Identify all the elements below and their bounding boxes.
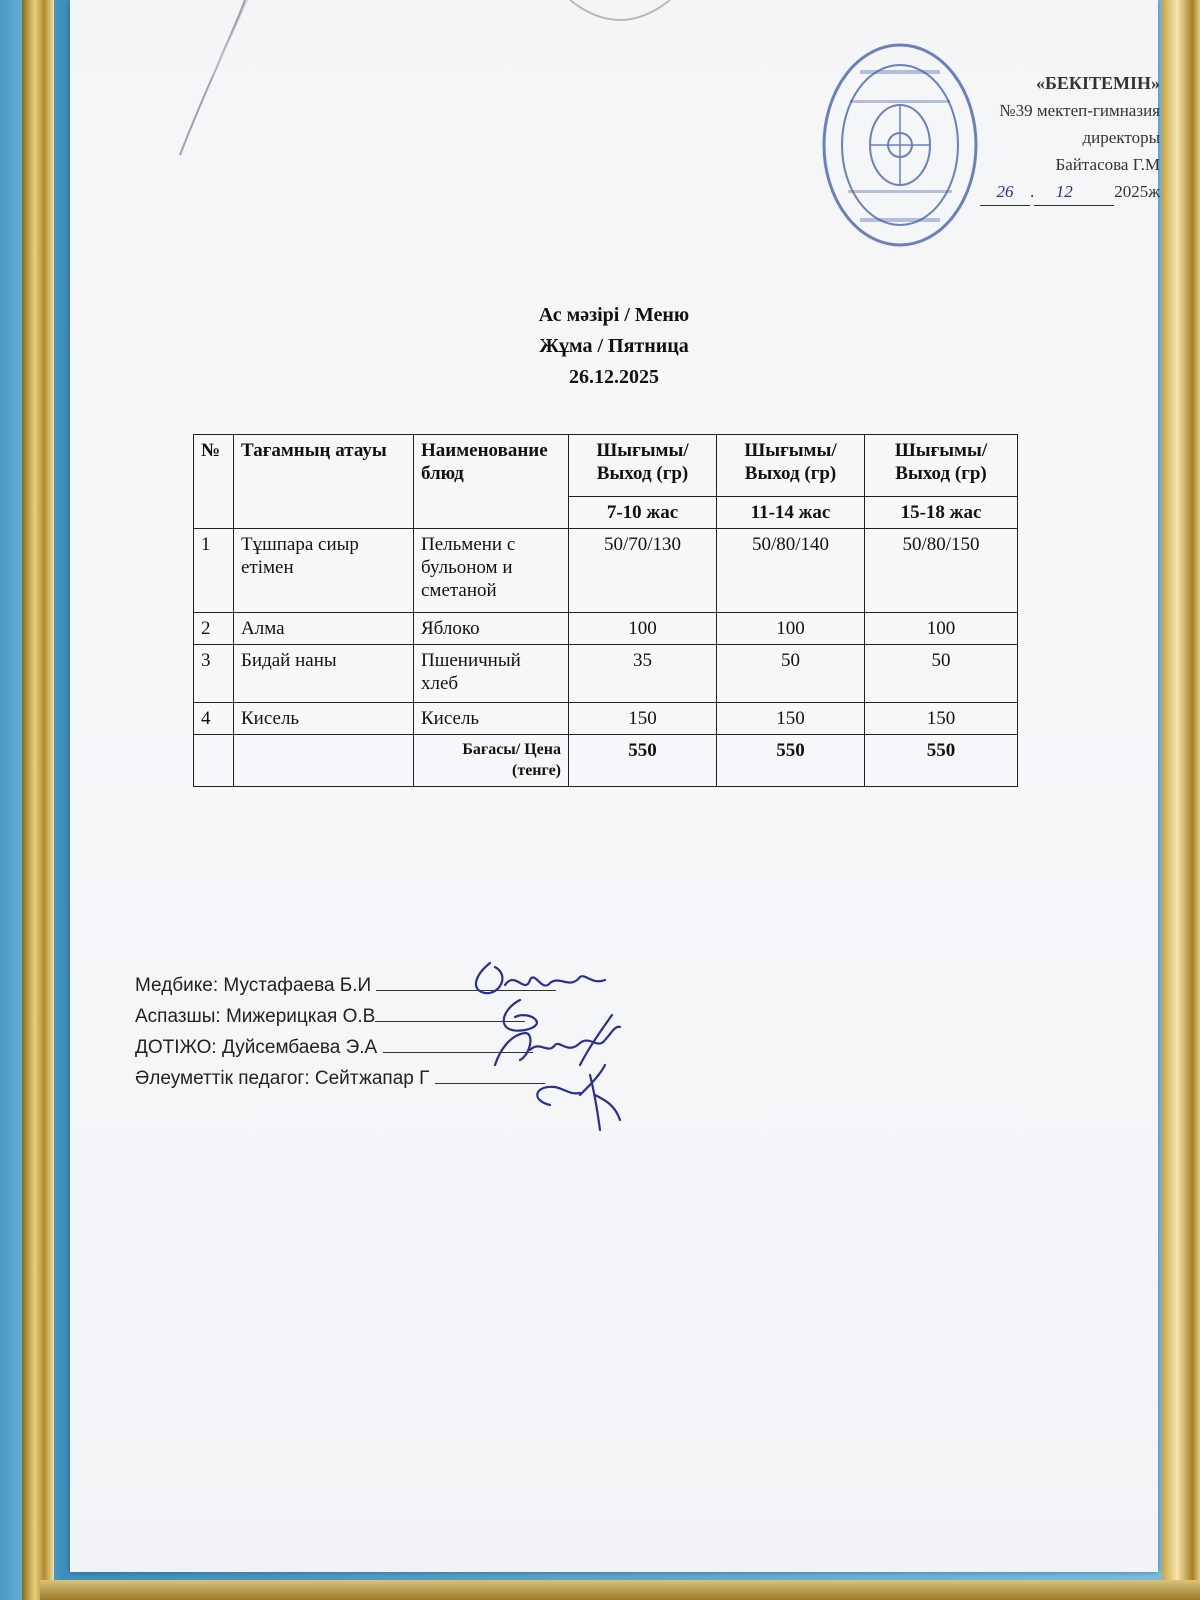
header-yield-3: Шығымы/ Выход (гр) — [865, 435, 1018, 497]
row-yield-1: 35 — [569, 645, 717, 703]
row-yield-1: 50/70/130 — [569, 529, 717, 613]
price-empty-cell — [194, 735, 234, 787]
row-number: 4 — [194, 703, 234, 735]
signature-dotizho: ДОТІЖО: Дуйсембаева Э.А — [135, 1037, 378, 1058]
row-yield-1: 100 — [569, 613, 717, 645]
price-row — [194, 735, 1018, 787]
signature-social-pedagogue: Әлеуметтік педагог: Сейтжапар Г — [135, 1068, 430, 1089]
table-row — [194, 645, 1018, 703]
hanging-string-icon — [560, 0, 680, 30]
header-number: № — [194, 435, 234, 529]
row-dish-kz: Кисель — [234, 703, 414, 735]
row-yield-3: 50/80/150 — [865, 529, 1018, 613]
menu-day: Жұма / Пятница — [539, 335, 689, 357]
row-dish-kz: Бидай наны — [234, 645, 414, 703]
header-age-15-18: 15-18 жас — [865, 497, 1018, 529]
header-yield-1: Шығымы/ Выход (гр) — [569, 435, 717, 497]
row-number: 2 — [194, 613, 234, 645]
approval-position: директоры — [1082, 128, 1160, 147]
approval-block — [780, 70, 1160, 206]
gold-frame-right — [1162, 0, 1200, 1600]
gold-frame-bottom — [40, 1580, 1200, 1600]
row-yield-2: 150 — [717, 703, 865, 735]
row-number: 1 — [194, 529, 234, 613]
header-yield-2: Шығымы/ Выход (гр) — [717, 435, 865, 497]
gold-frame-left — [22, 0, 54, 1600]
approval-word: «БЕКІТЕМІН» — [1036, 73, 1160, 93]
signature-cook: Аспазшы: Мижерицкая О.В — [135, 1006, 376, 1027]
menu-title — [70, 300, 1158, 393]
row-yield-1: 150 — [569, 703, 717, 735]
header-dish-name-ru: Наименование блюд — [414, 435, 569, 529]
approval-date-month: 12 — [1034, 178, 1094, 206]
row-yield-2: 100 — [717, 613, 865, 645]
price-value-2: 550 — [717, 735, 865, 787]
row-yield-2: 50/80/140 — [717, 529, 865, 613]
price-empty-cell — [234, 735, 414, 787]
header-dish-name-kz: Тағамның атауы — [234, 435, 414, 529]
row-dish-ru: Пшеничный хлеб — [414, 645, 569, 703]
approval-director-name: Байтасова Г.М — [1055, 155, 1160, 174]
approval-school: №39 мектеп-гимназия — [999, 101, 1160, 120]
table-header-row — [194, 435, 1018, 497]
header-age-7-10: 7-10 жас — [569, 497, 717, 529]
approval-date: 26 . 12 2025ж — [780, 178, 1160, 206]
row-dish-kz: Тұшпара сиыр етімен — [234, 529, 414, 613]
approval-date-blank — [1094, 178, 1114, 206]
price-label-line: Бағасы/ Цена — [462, 741, 561, 758]
price-value-3: 550 — [865, 735, 1018, 787]
row-yield-2: 50 — [717, 645, 865, 703]
approval-date-day: 26 — [980, 178, 1030, 206]
row-yield-3: 50 — [865, 645, 1018, 703]
table-row — [194, 703, 1018, 735]
price-label — [414, 735, 569, 787]
handwritten-signatures-icon — [430, 955, 650, 1135]
price-value-1: 550 — [569, 735, 717, 787]
signature-medic: Медбике: Мустафаева Б.И — [135, 975, 372, 996]
table-row — [194, 613, 1018, 645]
row-yield-3: 100 — [865, 613, 1018, 645]
row-dish-ru: Пельмени с бульоном и сметаной — [414, 529, 569, 613]
approval-date-year: 2025ж — [1114, 182, 1160, 201]
header-age-11-14: 11-14 жас — [717, 497, 865, 529]
row-number: 3 — [194, 645, 234, 703]
row-yield-3: 150 — [865, 703, 1018, 735]
row-dish-ru: Кисель — [414, 703, 569, 735]
menu-title-line: Ас мәзірі / Меню — [538, 304, 690, 326]
paper-crease-mark — [175, 0, 255, 160]
menu-date: 26.12.2025 — [569, 366, 659, 388]
menu-table — [193, 434, 1018, 787]
row-dish-kz: Алма — [234, 613, 414, 645]
table-row — [194, 529, 1018, 613]
price-label-currency: (тенге) — [512, 762, 561, 779]
row-dish-ru: Яблоко — [414, 613, 569, 645]
